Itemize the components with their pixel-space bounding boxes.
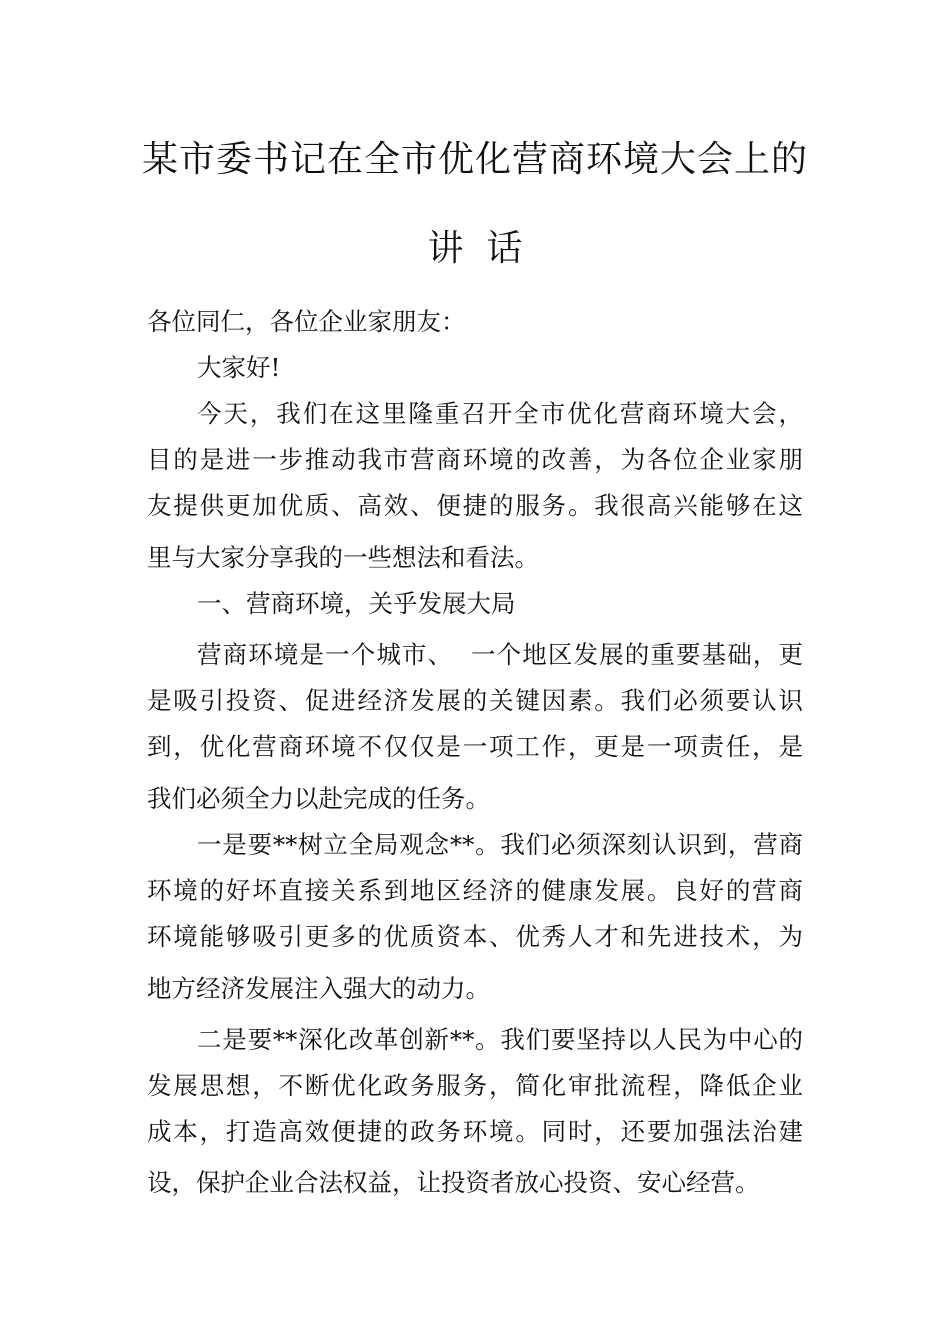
paragraph-1-line: 目的是进一步推动我市营商环境的改善，为各位企业家朋 [147,445,803,474]
paragraph-3-line: 环境能够吸引更多的优质资本、优秀人才和先进技术，为 [147,922,803,951]
paragraph-1-line: 友提供更加优质、高效、便捷的服务。我很高兴能够在这 [147,491,803,520]
document-title-line-2: 讲 话 [427,228,523,269]
paragraph-2-line: 是吸引投资、促进经济发展的关键因素。我们必须要认识 [147,686,803,715]
greeting: 大家好! [197,353,281,382]
paragraph-4-line: 成本，打造高效便捷的政务环境。同时，还要加强法治建 [147,1117,803,1146]
paragraph-4-line: 二是要**深化改革创新**。我们要坚持以人民为中心的 [197,1025,803,1054]
paragraph-3-line: 环境的好坏直接关系到地区经济的健康发展。良好的营商 [147,876,803,905]
section-heading-1: 一、营商环境，关乎发展大局 [197,589,516,618]
paragraph-3-line: 一是要**树立全局观念**。我们必须深刻认识到，营商 [197,830,803,859]
salutation: 各位同仁，各位企业家朋友： [147,307,466,336]
paragraph-1-line: 里与大家分享我的一些想法和看法。 [147,543,539,572]
paragraph-1-line: 今天，我们在这里隆重召开全市优化营商环境大会， [197,399,803,428]
document-title-line-1: 某市委书记在全市优化营商环境大会上的 [141,139,808,180]
paragraph-3-line: 地方经济发展注入强大的动力。 [147,974,490,1003]
paragraph-2-line: 我们必须全力以赴完成的任务。 [147,784,490,813]
paragraph-2-line: 营商环境是一个城市、 一个地区发展的重要基础，更 [197,640,803,669]
paragraph-4-line: 发展思想，不断优化政务服务，简化审批流程，降低企业 [147,1071,803,1100]
paragraph-2-line: 到，优化营商环境不仅仅是一项工作，更是一项责任，是 [147,732,803,761]
paragraph-4-line: 设，保护企业合法权益，让投资者放心投资、安心经营。 [147,1168,760,1197]
